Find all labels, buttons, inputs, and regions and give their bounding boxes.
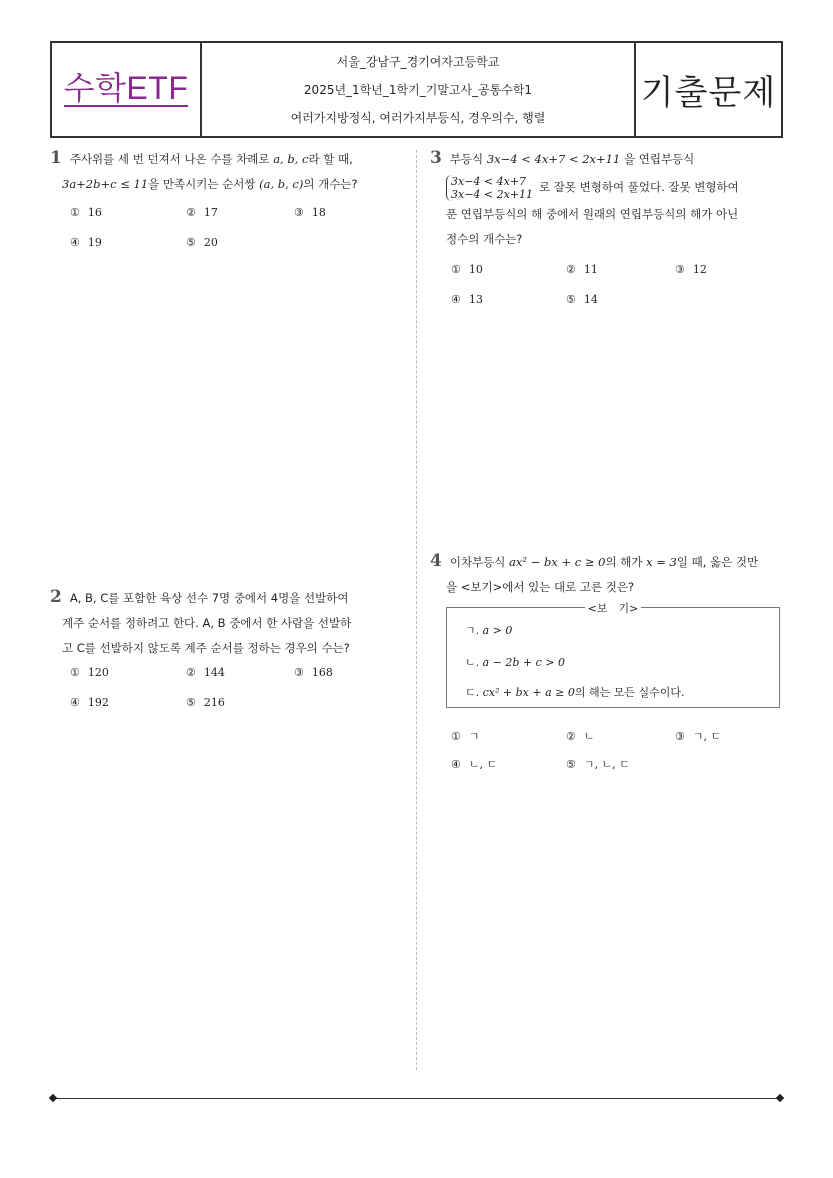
option[interactable]: ① 120: [70, 666, 109, 679]
math-expr: 3x−4 < 4x+7 < 2x+11: [486, 152, 621, 166]
question-text: 이차부등식: [449, 555, 510, 569]
question-1: [50, 146, 400, 197]
option[interactable]: ③ 12: [675, 263, 707, 276]
option[interactable]: ③ 18: [294, 206, 326, 219]
math-expr: a, b, c: [273, 152, 309, 166]
option[interactable]: ② 144: [186, 666, 225, 679]
header-box: [50, 41, 783, 138]
inequality-system: 3x−4 < 4x+7 3x−4 < 2x+11: [446, 175, 533, 201]
option[interactable]: ① 16: [70, 206, 102, 219]
bogi-box: [446, 602, 780, 708]
option[interactable]: ⑤ ㄱ, ㄴ, ㄷ: [566, 758, 630, 771]
footer-diamond-left: [49, 1094, 57, 1102]
option[interactable]: ⑤ 216: [186, 696, 225, 709]
bogi-item: ㄱ. a > 0: [465, 624, 513, 637]
question-text: 고 C를 선발하지 않도록 계주 순서를 정하는 경우의 수는?: [62, 641, 350, 655]
option[interactable]: ⑤ 14: [566, 293, 598, 306]
question-text: 을 <보기>에서 있는 대로 고른 것은?: [446, 580, 635, 594]
question-text: A, B, C를 포함한 육상 선수 7명 중에서 4명을 선발하여: [69, 591, 349, 605]
bogi-item: ㄷ. cx² + bx + a ≥ 0의 해는 모든 실수이다.: [465, 686, 685, 699]
option[interactable]: ① 10: [451, 263, 483, 276]
question-number: 2: [50, 587, 62, 607]
math-expr: ax² − bx + c ≥ 0: [509, 555, 606, 569]
question-4: [430, 549, 780, 600]
exam-info: [202, 43, 636, 136]
math-expr: x = 3: [646, 555, 677, 569]
question-text: 일 때, 옳은 것만: [676, 555, 759, 569]
option[interactable]: ② 17: [186, 206, 218, 219]
logo: 수학ETF: [63, 69, 189, 106]
column-divider: [416, 150, 417, 1070]
question-text: 을 만족시키는 순서쌍: [148, 177, 260, 191]
question-text: 계주 순서를 정하려고 한다. A, B 중에서 한 사람을 선발하: [62, 616, 352, 630]
option[interactable]: ④ 19: [70, 236, 102, 249]
question-text: 의 개수는?: [303, 177, 358, 191]
math-expr: (a, b, c): [259, 177, 304, 191]
question-text: 라 할 때,: [308, 152, 353, 166]
question-3: [430, 146, 780, 252]
question-number: 4: [430, 551, 442, 571]
math-expr: 3a+2b+c ≤ 11: [62, 177, 149, 191]
footer-rule: [53, 1098, 781, 1099]
option[interactable]: ③ 168: [294, 666, 333, 679]
school-name: 서울_강남구_경기여자고등학교: [336, 54, 500, 69]
option[interactable]: ④ 192: [70, 696, 109, 709]
question-text: 푼 연립부등식의 해 중에서 원래의 연립부등식의 해가 아닌: [446, 207, 739, 221]
question-text: 주사위를 세 번 던져서 나온 수를 차례로: [69, 152, 274, 166]
question-text: 의 해가: [605, 555, 647, 569]
option[interactable]: ② ㄴ: [566, 730, 595, 743]
exam-name: 2025년_1학년_1학기_기말고사_공통수학1: [303, 82, 533, 97]
option[interactable]: ④ 13: [451, 293, 483, 306]
option[interactable]: ④ ㄴ, ㄷ: [451, 758, 498, 771]
question-text: 로 잘못 변형하여 풀었다. 잘못 변형하여: [539, 180, 739, 194]
question-2: [50, 585, 400, 661]
option[interactable]: ③ ㄱ, ㄷ: [675, 730, 722, 743]
question-text: 정수의 개수는?: [446, 232, 523, 246]
option[interactable]: ② 11: [566, 263, 598, 276]
exam-topics: 여러가지방정식, 여러가지부등식, 경우의수, 행렬: [290, 111, 546, 126]
question-number: 3: [430, 148, 442, 168]
option[interactable]: ⑤ 20: [186, 236, 218, 249]
bogi-item: ㄴ. a − 2b + c > 0: [465, 656, 566, 669]
question-number: 1: [50, 148, 62, 168]
page-label: 기출문제: [640, 73, 777, 113]
bogi-title: <보 기>: [447, 600, 779, 616]
question-text: 을 연립부등식: [620, 152, 695, 166]
logo-cell: [52, 43, 202, 136]
footer-diamond-right: [776, 1094, 784, 1102]
question-text: 부등식: [449, 152, 487, 166]
option[interactable]: ① ㄱ: [451, 730, 480, 743]
